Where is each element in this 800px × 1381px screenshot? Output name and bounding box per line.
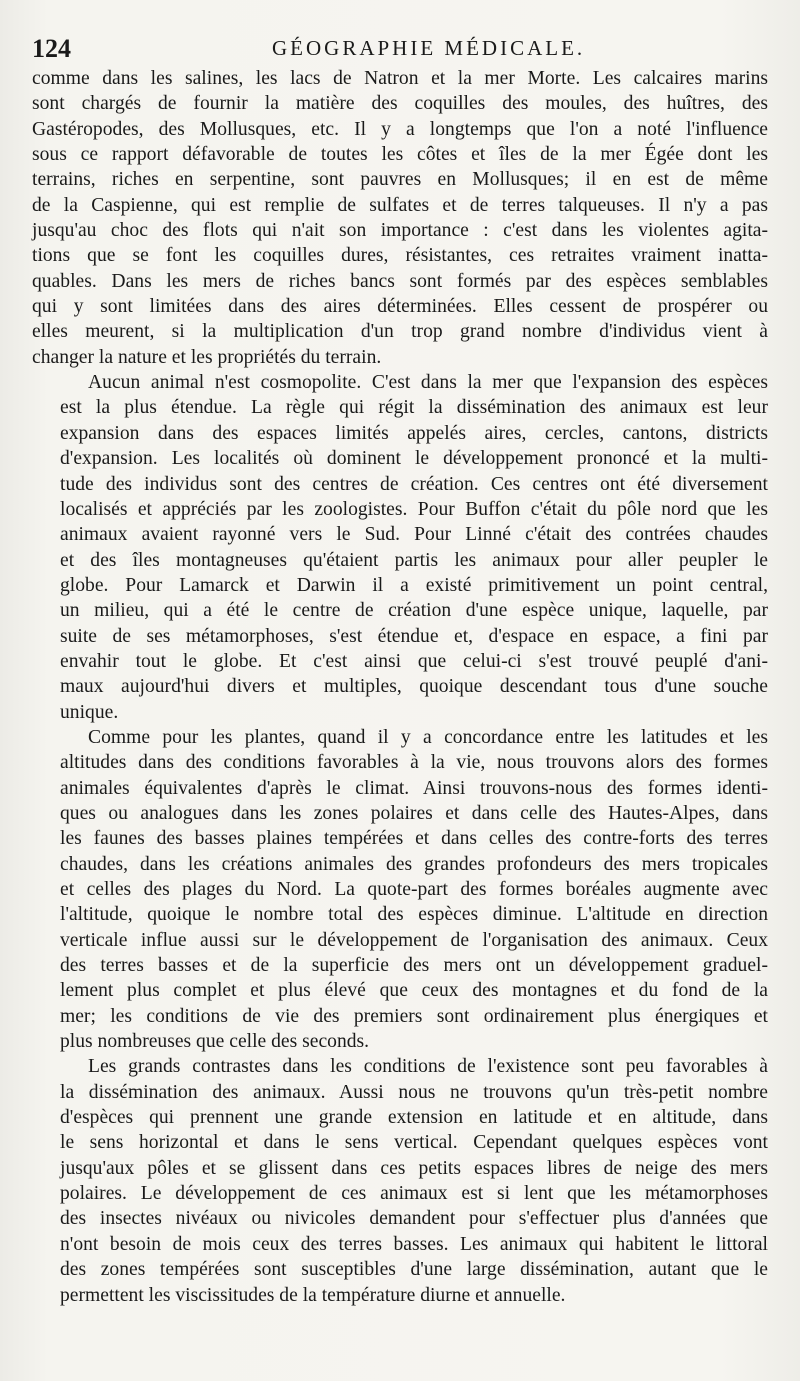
- text-line: comme dans les salines, les lacs de Natron et la mer Morte. Les calcaires marins: [32, 68, 768, 89]
- page-number: 124: [32, 34, 71, 63]
- text-line: mer; les conditions de vie des premiers sont ordinairement plus énergiques et: [60, 1005, 768, 1027]
- text-line: et celles des plages du Nord. La quote-part des formes boréales augmente avec: [60, 879, 768, 900]
- text-line: envahir tout le globe. Et c'est ainsi que celui-ci s'est trouvé peuplé d'ani-: [60, 650, 768, 672]
- running-title: GÉOGRAPHIE MÉDICALE.: [272, 36, 586, 60]
- text-line: localisés et appréciés par les zoologistes. Pour Buffon c'était du pôle nord que les: [60, 498, 768, 520]
- text-line: sont chargés de fournir la matière des coquilles des moules, des huîtres, des: [32, 93, 768, 115]
- text-line: les faunes des basses plaines tempérées et dans celles des contre-forts des terres: [60, 828, 768, 850]
- text-line: expansion dans des espaces limités appelés aires, cercles, cantons, districts: [60, 422, 768, 444]
- text-line: d'espèces qui prennent une grande extension en latitude et en altitude, dans: [60, 1107, 768, 1129]
- text-line: des insectes nivéaux ou nivicoles demandent pour s'effectuer plus d'années que: [60, 1208, 768, 1230]
- text-line: animaux avaient rayonné vers le Sud. Pour Linné c'était des contrées chaudes: [60, 524, 768, 546]
- text-line: tions que se font les coquilles dures, résistantes, ces retraites vraiment inatta-: [32, 245, 768, 267]
- text-line: et des îles montagneuses qu'étaient partis les animaux pour aller peupler le: [60, 549, 768, 571]
- text-line: d'expansion. Les localités où dominent le développement prononcé et la multi-: [60, 448, 768, 470]
- text-line: de la Caspienne, qui est remplie de sulfates et de terres talqueuses. Il n'y a pas: [32, 194, 768, 216]
- text-line: la dissémination des animaux. Aussi nous ne trouvons qu'un très-petit nombre: [60, 1081, 768, 1103]
- text-line: le sens horizontal et dans le sens vertical. Cependant quelques espèces vont: [60, 1132, 768, 1154]
- text-line: Aucun animal n'est cosmopolite. C'est dans la mer que l'expansion des espèces: [88, 372, 768, 394]
- text-line: unique.: [60, 701, 119, 723]
- text-line: qui y sont limitées dans des aires déterminées. Elles cessent de prospérer ou: [32, 296, 768, 318]
- text-line: jusqu'au choc des flots qui n'ait son importance : c'est dans les violentes agita-: [32, 220, 768, 242]
- paragraph: [32, 66, 768, 370]
- text-line: polaires. Le développement de ces animaux est si lent que les métamorphoses: [60, 1183, 768, 1205]
- text-line: Les grands contrastes dans les conditions de l'existence sont peu favorables à: [88, 1056, 768, 1078]
- text-line: est la plus étendue. La règle qui régit la dissémination des animaux est leur: [60, 397, 768, 419]
- text-line: des zones tempérées sont susceptibles d'une large dissémination, autant que le: [60, 1259, 768, 1281]
- text-line: verticale influe aussi sur le développement de l'organisation des animaux. Ceux: [60, 929, 768, 951]
- text-line: terrains, riches en serpentine, sont pauvres en Mollusques; il en est de même: [32, 169, 768, 191]
- text-line: sous ce rapport défavorable de toutes les côtes et îles de la mer Égée dont les: [32, 144, 768, 166]
- text-line: un milieu, qui a été le centre de création d'une espèce unique, laquelle, par: [60, 600, 768, 622]
- page-header: [32, 34, 772, 64]
- text-line: animales équivalentes d'après le climat. Ainsi trouvons-nous des formes identi-: [60, 777, 768, 799]
- text-line: changer la nature et les propriétés du terrain.: [32, 346, 382, 368]
- text-line: jusqu'aux pôles et se glissent dans ces petits espaces libres de neige des mers: [60, 1157, 768, 1179]
- text-line: ques ou analogues dans les zones polaires et dans celle des Hautes-Alpes, dans: [60, 802, 768, 824]
- text-line: Comme pour les plantes, quand il y a concordance entre les latitudes et les: [88, 726, 768, 748]
- text-line: suite de ses métamorphoses, s'est étendue et, d'espace en espace, a fini par: [60, 625, 768, 647]
- text-line: altitudes dans des conditions favorables à la vie, nous trouvons alors des formes: [60, 752, 768, 774]
- text-line: plus nombreuses que celle des seconds.: [60, 1031, 370, 1053]
- text-line: tude des individus sont des centres de création. Ces centres ont été diversement: [60, 473, 768, 495]
- text-line: lement plus complet et plus élevé que ceux des montagnes et du fond de la: [60, 980, 768, 1002]
- text-line: quables. Dans les mers de riches bancs sont formés par des espèces semblables: [32, 270, 768, 292]
- paragraph: [32, 370, 768, 725]
- text-line: elles meurent, si la multiplication d'un trop grand nombre d'individus vient à: [32, 321, 768, 343]
- text-line: l'altitude, quoique le nombre total des espèces diminue. L'altitude en direction: [60, 904, 768, 926]
- paragraph: [32, 1054, 768, 1307]
- text-line: n'ont besoin de mois ceux des terres basses. Les animaux qui habitent le littoral: [60, 1233, 768, 1255]
- text-line: maux aujourd'hui divers et multiples, quoique descendant tous d'une souche: [60, 676, 768, 698]
- text-line: permettent les viscissitudes de la température diurne et annuelle.: [60, 1284, 566, 1306]
- body-text: [32, 66, 768, 1308]
- paragraph: [32, 725, 768, 1054]
- text-line: des terres basses et de la superficie des mers ont un développement graduel-: [60, 955, 768, 977]
- text-line: Gastéropodes, des Mollusques, etc. Il y a longtemps que l'on a noté l'influence: [32, 118, 768, 140]
- text-line: globe. Pour Lamarck et Darwin il a existé primitivement un point central,: [60, 574, 768, 596]
- text-line: chaudes, dans les créations animales des grandes profondeurs des mers tropicales: [60, 853, 768, 875]
